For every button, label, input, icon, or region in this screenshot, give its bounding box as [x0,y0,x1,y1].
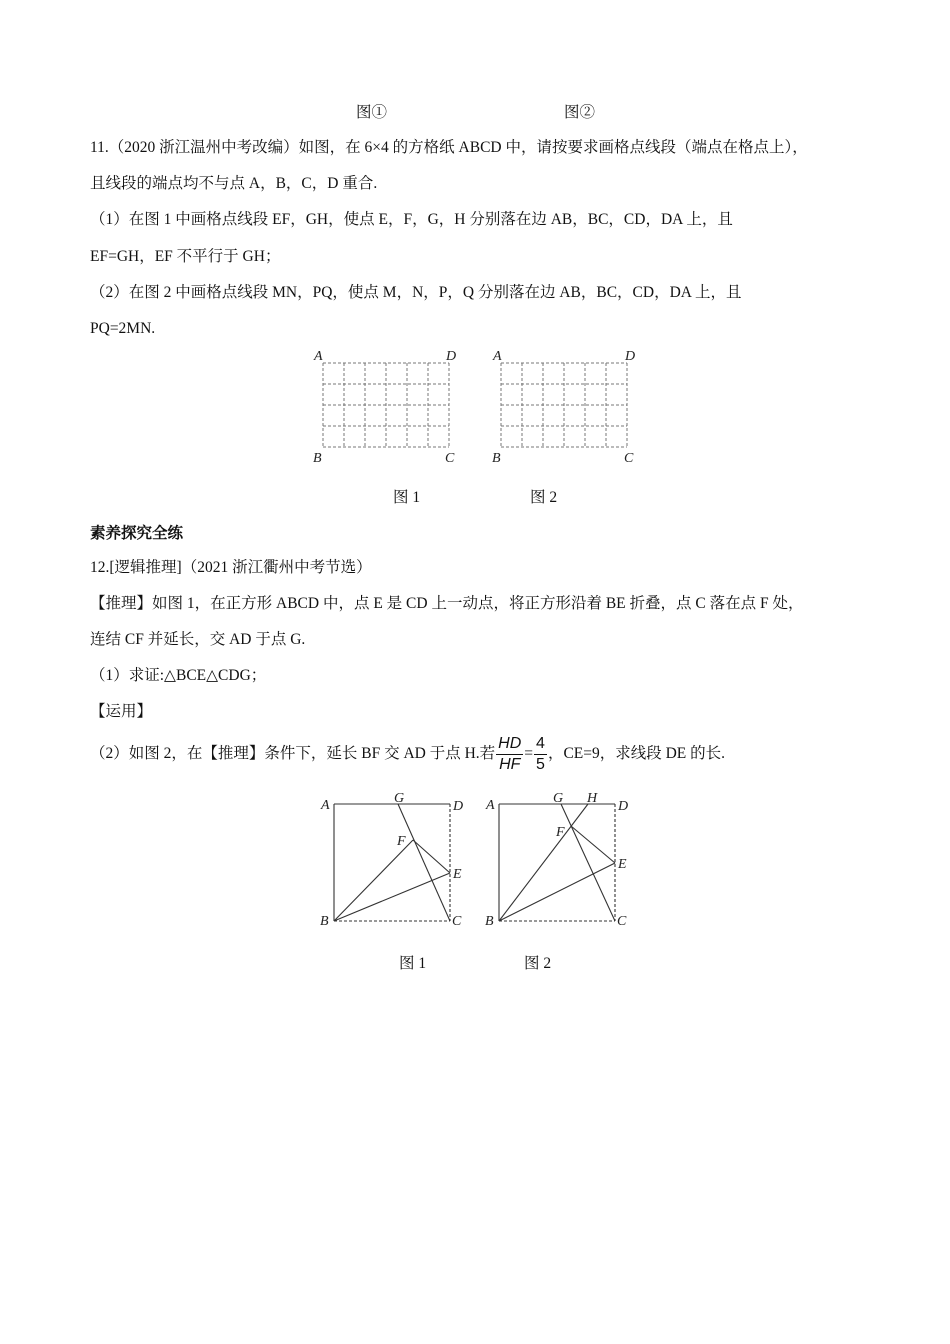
segment-gc [561,804,615,921]
frac1-den: HF [499,755,521,773]
q12-caption-fig1: 图 1 [399,955,427,972]
top-caption-fig1: 图① [356,104,388,121]
label-a: A [321,798,330,813]
frac2-num: 4 [534,734,547,755]
label-b: B [313,451,322,466]
q12-line5: 【运用】 [90,703,153,720]
q11-line6: PQ=2MN. [90,320,156,337]
label-e: E [453,867,462,882]
q12-line6-post: ，CE=9，求线段 DE 的长. [547,745,726,762]
q11-line2: 且线段的端点均不与点 A，B，C，D 重合. [90,175,378,192]
grid-figure-2 [483,343,643,468]
label-h: H [587,791,598,806]
q11-line1: 11.（2020 浙江温州中考改编）如图，在 6×4 的方格纸 ABCD 中，请按要求画格点线段（端点在格点上）， [90,139,808,156]
label-c: C [617,914,627,929]
label-g: G [394,791,405,806]
top-caption-fig2: 图② [564,104,596,121]
frac2-den: 5 [536,755,545,773]
section-title: 素养探究全练 [90,525,184,542]
grid-lines [501,363,627,447]
label-a: A [314,349,323,364]
label-d: D [618,799,629,814]
frac1-num: HD [498,734,522,752]
label-b: B [485,914,494,929]
segment-be [499,863,615,921]
segment-fe [413,840,450,873]
q12-caption-fig2: 图 2 [524,955,552,972]
label-c: C [445,451,455,466]
label-f: F [556,825,565,840]
grid-figure-1 [305,343,465,468]
q12-line3: 连结 CF 并延长，交 AD 于点 G. [90,631,306,648]
grid-lines [323,363,449,447]
fraction-hd-hf [496,734,523,775]
segment-be [334,873,450,921]
segment-bf [334,840,413,921]
segment-fe [571,826,615,863]
label-d: D [446,349,457,364]
label-a: A [493,349,502,364]
label-a: A [486,798,495,813]
q12-line6 [90,733,725,775]
label-b: B [492,451,501,466]
label-d: D [453,799,464,814]
q11-line5: （2）在图 2 中画格点线段 MN，PQ，使点 M，N，P，Q 分别落在边 AB，BC，CD，DA 上，且 [90,284,742,301]
geometry-figure-2 [477,786,637,936]
q11-caption-fig2: 图 2 [530,489,558,506]
geometry-figure-1 [312,786,472,936]
q12-line4: （1）求证:△BCE△CDG； [90,667,267,684]
segment-bh [499,804,588,921]
q12-line2: 【推理】如图 1，在正方形 ABCD 中，点 E 是 CD 上一动点，将正方形沿着 BE 折叠，点 C 落在点 F 处， [90,595,804,612]
equals-sign: = [524,745,534,762]
q11-line3: （1）在图 1 中画格点线段 EF，GH，使点 E，F，G，H 分别落在边 AB，BC，CD，DA 上，且 [90,211,733,228]
label-f: F [397,834,406,849]
label-c: C [624,451,634,466]
fraction-4-5 [534,734,547,775]
label-d: D [625,349,636,364]
label-c: C [452,914,462,929]
q12-line6-pre: （2）如图 2，在【推理】条件下，延长 BF 交 AD 于点 H.若 [90,745,496,762]
q11-caption-fig1: 图 1 [393,489,421,506]
label-b: B [320,914,329,929]
label-g: G [553,791,564,806]
q12-line1: 12.[逻辑推理]（2021 浙江衢州中考节选） [90,559,372,576]
label-e: E [618,857,627,872]
q11-line4: EF=GH，EF 不平行于 GH； [90,248,281,265]
segment-gc [398,804,450,921]
